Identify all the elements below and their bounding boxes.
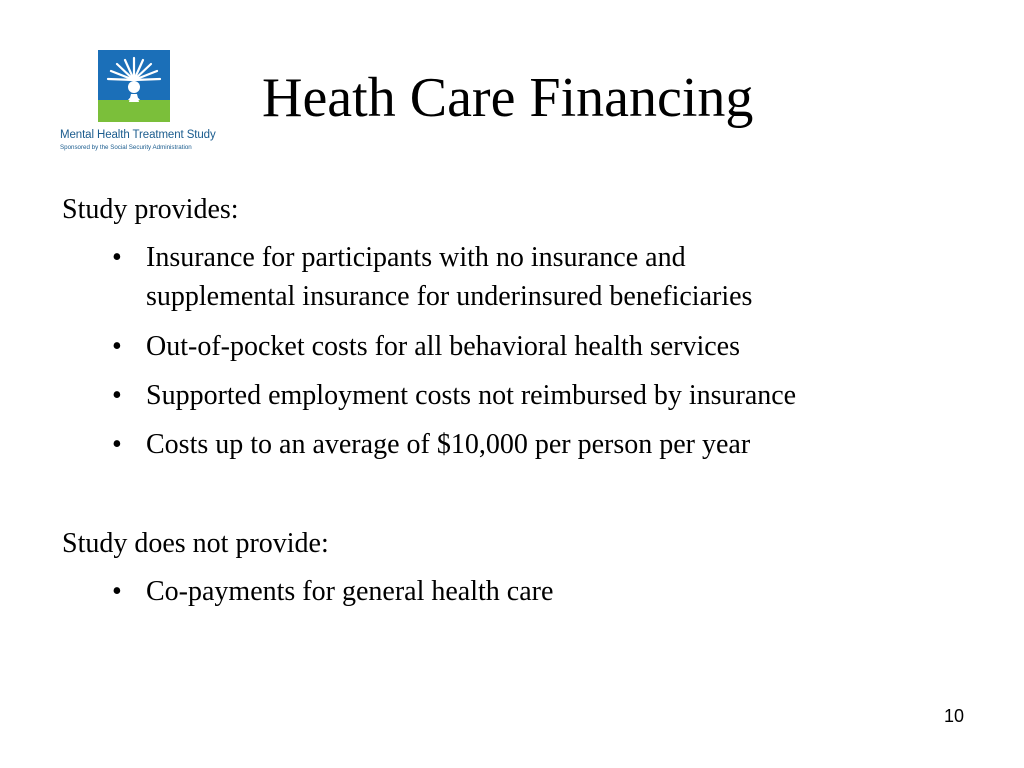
bullet-line: supplemental insurance for underinsured beneficiaries (146, 281, 753, 312)
bullet-text: Co-payments for general health care (146, 576, 554, 607)
logo-subtitle: Sponsored by the Social Security Administration (60, 144, 192, 151)
logo-title: Mental Health Treatment Study (60, 129, 216, 141)
bullet-glyph: • (112, 380, 122, 411)
sunburst-figure-icon (98, 50, 170, 122)
bullet-glyph: • (112, 576, 122, 607)
bullet-line: Insurance for participants with no insurance and (146, 242, 686, 273)
bullet-glyph: • (112, 242, 122, 273)
bullet-text: Out-of-pocket costs for all behavioral health services (146, 331, 741, 362)
page-number: 10 (943, 706, 964, 726)
slide-title: Heath Care Financing (262, 67, 754, 129)
bullet-text: Costs up to an average of $10,000 per person per year (146, 429, 751, 460)
bullet-glyph: • (112, 429, 122, 460)
mhts-logo (58, 50, 228, 154)
bullet-text: Supported employment costs not reimbursed by insurance (146, 380, 797, 411)
bullet-glyph: • (112, 331, 122, 362)
bullet-text (146, 238, 752, 316)
section-heading-does-not-provide: Study does not provide: (62, 528, 329, 559)
section-heading-provides: Study provides: (62, 194, 239, 225)
